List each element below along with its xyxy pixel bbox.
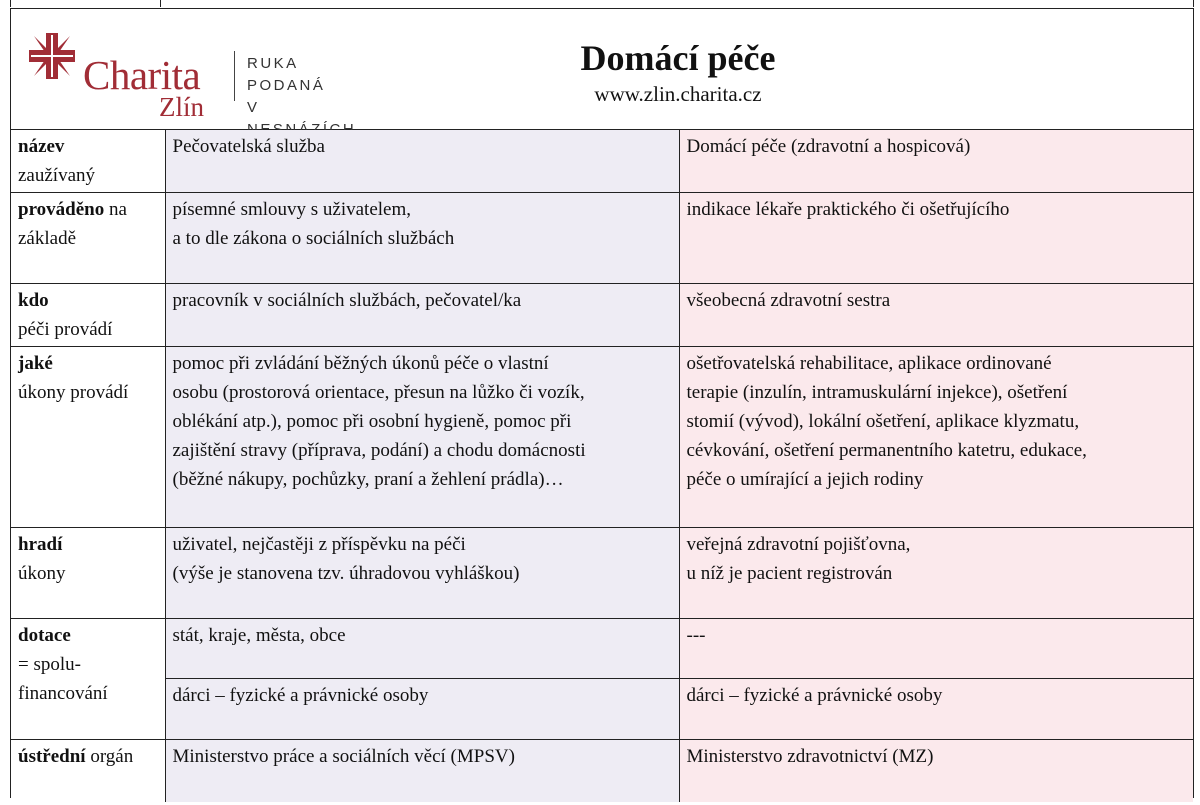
row-label-bold: ústřední: [18, 746, 86, 767]
cell-line: stomií (vývod), lokální ošetření, aplikace klyzmatu,: [686, 411, 1080, 432]
care-service-cell: [165, 679, 679, 740]
row-label: [11, 130, 165, 193]
cell-line: (běžné nákupy, pochůzky, praní a žehlení prádla)…: [172, 469, 564, 490]
table-row: [11, 619, 1193, 679]
cell-line: terapie (inzulín, intramuskulární injekce), ošetření: [686, 382, 1068, 403]
care-service-cell: [165, 130, 679, 193]
cell-line: u níž je pacient registrován: [686, 563, 893, 584]
cell-line: Pečovatelská služba: [172, 136, 325, 157]
row-label-rest: = spolu-: [18, 654, 81, 675]
table-row: [11, 679, 1193, 740]
cell-line: oblékání atp.), pomoc při osobní hygieně, pomoc při: [172, 411, 572, 432]
home-care-cell: [679, 619, 1193, 679]
slogan-line-2: V: [247, 99, 260, 116]
row-label-rest: péči provádí: [18, 319, 113, 340]
cell-line: osobu (prostorová orientace, přesun na lůžko či vozík,: [172, 382, 585, 403]
row-label: [11, 740, 165, 802]
row-label-rest-2: financování: [18, 683, 108, 704]
logo-slogan: [247, 53, 357, 141]
cell-line: pomoc při zvládání běžných úkonů péče o vlastní: [172, 353, 549, 374]
cell-line: veřejná zdravotní pojišťovna,: [686, 534, 911, 555]
cell-line: (výše je stanovena tzv. úhradovou vyhláškou): [172, 563, 520, 584]
table-row: [11, 193, 1193, 284]
cell-line: dárci – fyzické a právnické osoby: [686, 685, 943, 706]
cell-line: všeobecná zdravotní sestra: [686, 290, 891, 311]
crop-mark-center: [160, 0, 161, 7]
row-label-bold: jaké: [18, 353, 53, 374]
page-title: Domácí péče: [580, 38, 776, 78]
logo-separator: [234, 51, 235, 101]
logo-city: Zlín: [159, 92, 204, 122]
care-service-cell: [165, 528, 679, 619]
row-label-rest: zaužívaný: [18, 165, 96, 186]
home-care-cell: [679, 679, 1193, 740]
cell-line: ošetřovatelská rehabilitace, aplikace ordinované: [686, 353, 1052, 374]
row-label-bold: název: [18, 136, 65, 157]
logo-name: Charita: [83, 52, 201, 98]
cell-line: stát, kraje, města, obce: [172, 625, 346, 646]
crop-mark-left: [10, 0, 11, 7]
home-care-cell: [679, 740, 1193, 802]
care-service-cell: [165, 347, 679, 528]
document-header: [11, 9, 1193, 130]
charita-cross-icon: [27, 31, 77, 81]
cell-line: Domácí péče (zdravotní a hospicová): [686, 136, 971, 157]
row-label: [11, 347, 165, 528]
table-row: [11, 528, 1193, 619]
care-service-cell: [165, 284, 679, 347]
row-label: [11, 528, 165, 619]
cell-line: ---: [686, 625, 706, 646]
cell-line: písemné smlouvy s uživatelem,: [172, 199, 412, 220]
table-row: [11, 347, 1193, 528]
row-label-rest: úkony provádí: [18, 382, 129, 403]
table-row: [11, 740, 1193, 802]
cell-line: indikace lékaře praktického či ošetřujícího: [686, 199, 1010, 220]
comparison-table: [11, 130, 1193, 802]
row-label-bold: kdo: [18, 290, 49, 311]
document-frame: [10, 8, 1194, 798]
home-care-cell: [679, 284, 1193, 347]
care-service-cell: [165, 740, 679, 802]
website-url[interactable]: www.zlin.charita.cz: [594, 81, 762, 106]
cell-line: Ministerstvo práce a sociálních věcí (MPSV): [172, 746, 515, 767]
row-label-rest: orgán: [90, 746, 134, 767]
row-label-bold: dotace: [18, 625, 71, 646]
row-label-bold: prováděno: [18, 199, 105, 220]
care-service-cell: [165, 193, 679, 284]
slogan-line-1: RUKA PODANÁ: [247, 55, 326, 94]
row-label: [11, 193, 165, 284]
cell-line: dárci – fyzické a právnické osoby: [172, 685, 429, 706]
cell-line: uživatel, nejčastěji z příspěvku na péči: [172, 534, 466, 555]
table-row: [11, 130, 1193, 193]
table-row: [11, 284, 1193, 347]
home-care-cell: [679, 130, 1193, 193]
care-service-cell: [165, 619, 679, 679]
row-label: [11, 619, 165, 740]
row-label-rest: úkony: [18, 563, 66, 584]
cell-line: a to dle zákona o sociálních službách: [172, 228, 455, 249]
row-label: [11, 284, 165, 347]
home-care-cell: [679, 193, 1193, 284]
charita-logo: [27, 31, 357, 121]
row-label-bold: hradí: [18, 534, 63, 555]
cell-line: zajištění stravy (příprava, podání) a chodu domácnosti: [172, 440, 586, 461]
row-label-rest: na základě: [18, 199, 127, 249]
home-care-cell: [679, 528, 1193, 619]
cell-line: péče o umírající a jejich rodiny: [686, 469, 924, 490]
title-block: [478, 39, 878, 107]
cell-line: pracovník v sociálních službách, pečovatel/ka: [172, 290, 522, 311]
crop-mark-right: [1193, 0, 1194, 7]
cell-line: cévkování, ošetření permanentního katetru, edukace,: [686, 440, 1087, 461]
cell-line: Ministerstvo zdravotnictví (MZ): [686, 746, 934, 767]
home-care-cell: [679, 347, 1193, 528]
